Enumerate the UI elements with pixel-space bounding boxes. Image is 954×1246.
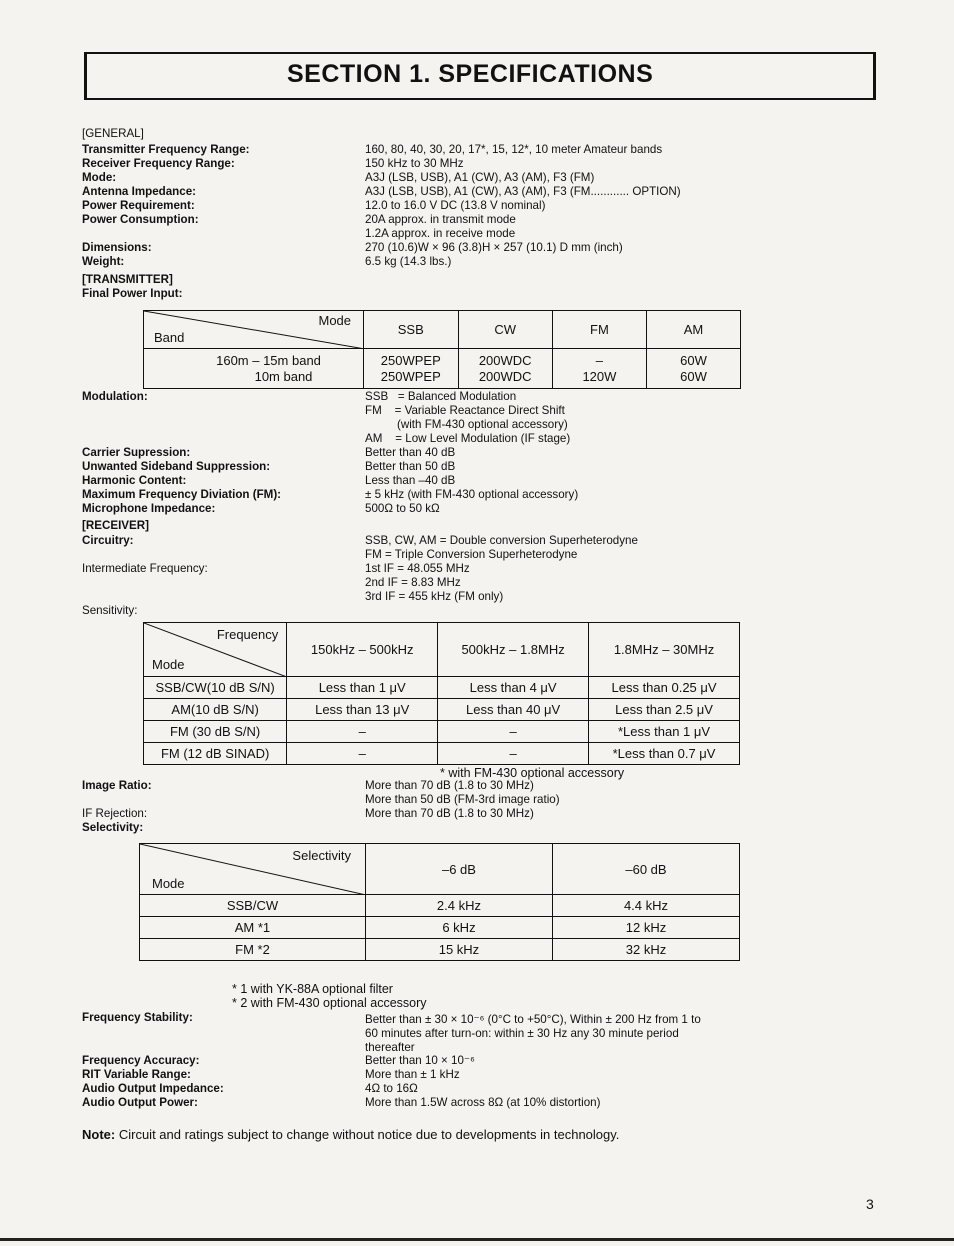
modulation-line: (with FM-430 optional accessory)	[397, 418, 568, 431]
column-header: 150kHz – 500kHz	[287, 623, 438, 677]
general-header: [GENERAL]	[82, 127, 144, 140]
table-cell: Less than 2.5 μV	[589, 699, 740, 721]
spec-value: ± 5 kHz (with FM-430 optional accessory)	[365, 488, 579, 501]
table-cell	[364, 349, 458, 389]
spec-value: 12.0 to 16.0 V DC (13.8 V nominal)	[365, 199, 546, 212]
selectivity-label: Selectivity:	[82, 821, 144, 834]
spec-label: Microphone Impedance:	[82, 502, 216, 515]
table-cell: –	[287, 721, 438, 743]
sensitivity-footnote: * with FM-430 optional accessory	[440, 766, 625, 780]
mode-cell: AM(10 dB S/N)	[144, 699, 287, 721]
if-line: 2nd IF = 8.83 MHz	[365, 576, 461, 589]
freq-stability-line: Better than ± 30 × 10⁻⁶ (0°C to +50°C), Within ± 200 Hz from 1 to	[365, 1013, 701, 1026]
spec-value: Better than 50 dB	[365, 460, 456, 473]
modulation-line: FM = Variable Reactance Direct Shift	[365, 404, 565, 417]
spec-label: Transmitter Frequency Range:	[82, 143, 250, 156]
section-banner	[84, 52, 876, 100]
table-cell: 4.4 kHz	[552, 895, 739, 917]
table-cell: –	[287, 743, 438, 765]
cell-value: 120W	[582, 368, 617, 384]
table-cell: Less than 4 μV	[438, 677, 589, 699]
mode-cell: SSB/CW	[140, 895, 366, 917]
power-table	[143, 310, 741, 389]
spec-label: Maximum Frequency Diviation (FM):	[82, 488, 282, 501]
spec-value: Better than 40 dB	[365, 446, 456, 459]
if-rejection-label: IF Rejection:	[82, 807, 148, 820]
table-row	[144, 677, 740, 699]
cell-value: 60W	[680, 352, 707, 368]
corner-top-label: Frequency	[216, 627, 279, 642]
if-line: 3rd IF = 455 kHz (FM only)	[365, 590, 504, 603]
table-cell: Less than 40 μV	[438, 699, 589, 721]
mode-cell: FM (12 dB SINAD)	[144, 743, 287, 765]
if-rejection-value: More than 70 dB (1.8 to 30 MHz)	[365, 807, 534, 820]
circuitry-line: SSB, CW, AM = Double conversion Superheterodyne	[365, 534, 638, 547]
spec-value: A3J (LSB, USB), A1 (CW), A3 (AM), F3 (FM............ OPTION)	[365, 185, 681, 198]
spec-value: 500Ω to 50 kΩ	[365, 502, 440, 515]
column-header: AM	[646, 311, 740, 349]
sensitivity-label: Sensitivity:	[82, 604, 138, 617]
modulation-label: Modulation:	[82, 390, 148, 403]
spec-label: Antenna Impedance:	[82, 185, 197, 198]
cell-value: 60W	[680, 368, 707, 384]
if-line: 1st IF = 48.055 MHz	[365, 562, 470, 575]
cell-value: 200WDC	[478, 368, 532, 384]
column-header: 1.8MHz – 30MHz	[589, 623, 740, 677]
spec-label: RIT Variable Range:	[82, 1068, 191, 1081]
selectivity-footnote: * 1 with YK-88A optional filter	[232, 982, 393, 996]
table-cell: 12 kHz	[552, 917, 739, 939]
if-label: Intermediate Frequency:	[82, 562, 208, 575]
spec-value: 6.5 kg (14.3 lbs.)	[365, 255, 452, 268]
cell-value: 250WPEP	[380, 352, 441, 368]
spec-label: Weight:	[82, 255, 125, 268]
spec-value: 1.2A approx. in receive mode	[365, 227, 516, 240]
table-cell: Less than 13 μV	[287, 699, 438, 721]
circuitry-label: Circuitry:	[82, 534, 134, 547]
image-ratio-label: Image Ratio:	[82, 779, 152, 792]
spec-value: 150 kHz to 30 MHz	[365, 157, 464, 170]
band-name: 160m – 15m band	[216, 352, 321, 368]
table-row	[144, 721, 740, 743]
spec-label: Mode:	[82, 171, 117, 184]
table-cell: 15 kHz	[365, 939, 552, 961]
selectivity-footnote: * 2 with FM-430 optional accessory	[232, 996, 427, 1010]
table-cell: *Less than 0.7 μV	[589, 743, 740, 765]
spec-value: More than 1.5W across 8Ω (at 10% distortion)	[365, 1096, 601, 1109]
table-cell: –	[438, 721, 589, 743]
column-header: FM	[552, 311, 646, 349]
table-cell	[552, 349, 646, 389]
table-cell: 6 kHz	[365, 917, 552, 939]
column-header: –60 dB	[552, 844, 739, 895]
corner-top-label: Selectivity	[292, 848, 351, 863]
modulation-line: AM = Low Level Modulation (IF stage)	[365, 432, 571, 445]
table-cell	[144, 349, 364, 389]
table-row	[140, 939, 740, 961]
table-cell: Less than 0.25 μV	[589, 677, 740, 699]
section-title: SECTION 1. SPECIFICATIONS	[287, 60, 654, 88]
corner-bottom-label: Band	[154, 330, 185, 345]
table-cell: *Less than 1 μV	[589, 721, 740, 743]
table-row	[140, 895, 740, 917]
table-cell	[646, 349, 740, 389]
spec-value: Less than –40 dB	[365, 474, 456, 487]
spec-label: Power Requirement:	[82, 199, 195, 212]
mode-cell: SSB/CW(10 dB S/N)	[144, 677, 287, 699]
spec-value: More than ± 1 kHz	[365, 1068, 460, 1081]
corner-bottom-label: Mode	[152, 657, 185, 672]
circuitry-line: FM = Triple Conversion Superheterodyne	[365, 548, 578, 561]
table-cell: –	[438, 743, 589, 765]
sensitivity-table-corner	[144, 623, 287, 677]
selectivity-table	[139, 843, 740, 961]
selectivity-table-corner	[140, 844, 366, 895]
mode-cell: FM *2	[140, 939, 366, 961]
modulation-line: SSB = Balanced Modulation	[365, 390, 517, 403]
mode-cell: FM (30 dB S/N)	[144, 721, 287, 743]
corner-bottom-label: Mode	[152, 876, 185, 891]
page-bottom-rule	[0, 1238, 954, 1241]
spec-label: Frequency Accuracy:	[82, 1054, 200, 1067]
column-header: –6 dB	[365, 844, 552, 895]
power-table-corner	[144, 311, 364, 349]
spec-label: Harmonic Content:	[82, 474, 187, 487]
transmitter-header: [TRANSMITTER]	[82, 273, 173, 286]
spec-label: Audio Output Power:	[82, 1096, 198, 1109]
mode-cell: AM *1	[140, 917, 366, 939]
table-cell	[458, 349, 552, 389]
note	[82, 1127, 619, 1142]
column-header: SSB	[364, 311, 458, 349]
receiver-header: [RECEIVER]	[82, 519, 149, 532]
spec-label: Dimensions:	[82, 241, 152, 254]
spec-value: 4Ω to 16Ω	[365, 1082, 418, 1095]
cell-value: –	[595, 352, 604, 368]
freq-stability-line: 60 minutes after turn-on: within ± 30 Hz any 30 minute period	[365, 1027, 679, 1040]
table-cell: 32 kHz	[552, 939, 739, 961]
table-cell: Less than 1 μV	[287, 677, 438, 699]
freq-stability-line: thereafter	[365, 1041, 415, 1054]
column-header: CW	[458, 311, 552, 349]
cell-value: 250WPEP	[380, 368, 441, 384]
band-name: 10m band	[254, 368, 313, 384]
image-ratio-line: More than 50 dB (FM-3rd image ratio)	[365, 793, 560, 806]
spec-value: 270 (10.6)W × 96 (3.8)H × 257 (10.1) D mm (inch)	[365, 241, 623, 254]
spec-label: Carrier Supression:	[82, 446, 191, 459]
final-power-label: Final Power Input:	[82, 287, 183, 300]
table-cell: 2.4 kHz	[365, 895, 552, 917]
page-number: 3	[866, 1196, 874, 1212]
spec-label: Power Consumption:	[82, 213, 199, 226]
table-row	[140, 917, 740, 939]
spec-value: Better than 10 × 10⁻⁶	[365, 1054, 475, 1067]
spec-value: 160, 80, 40, 30, 20, 17*, 15, 12*, 10 meter Amateur bands	[365, 143, 663, 156]
image-ratio-line: More than 70 dB (1.8 to 30 MHz)	[365, 779, 534, 792]
sensitivity-table	[143, 622, 740, 765]
freq-stability-label: Frequency Stability:	[82, 1011, 193, 1024]
cell-value: 200WDC	[478, 352, 532, 368]
spec-label: Audio Output Impedance:	[82, 1082, 224, 1095]
spec-label: Unwanted Sideband Suppression:	[82, 460, 271, 473]
spec-value: 20A approx. in transmit mode	[365, 213, 516, 226]
column-header: 500kHz – 1.8MHz	[438, 623, 589, 677]
table-row	[144, 743, 740, 765]
spec-value: A3J (LSB, USB), A1 (CW), A3 (AM), F3 (FM)	[365, 171, 595, 184]
note-label: Note:	[82, 1127, 116, 1142]
spec-label: Receiver Frequency Range:	[82, 157, 235, 170]
note-text: Circuit and ratings subject to change without notice due to developments in technology.	[118, 1127, 620, 1142]
corner-top-label: Mode	[318, 313, 352, 328]
table-row	[144, 699, 740, 721]
